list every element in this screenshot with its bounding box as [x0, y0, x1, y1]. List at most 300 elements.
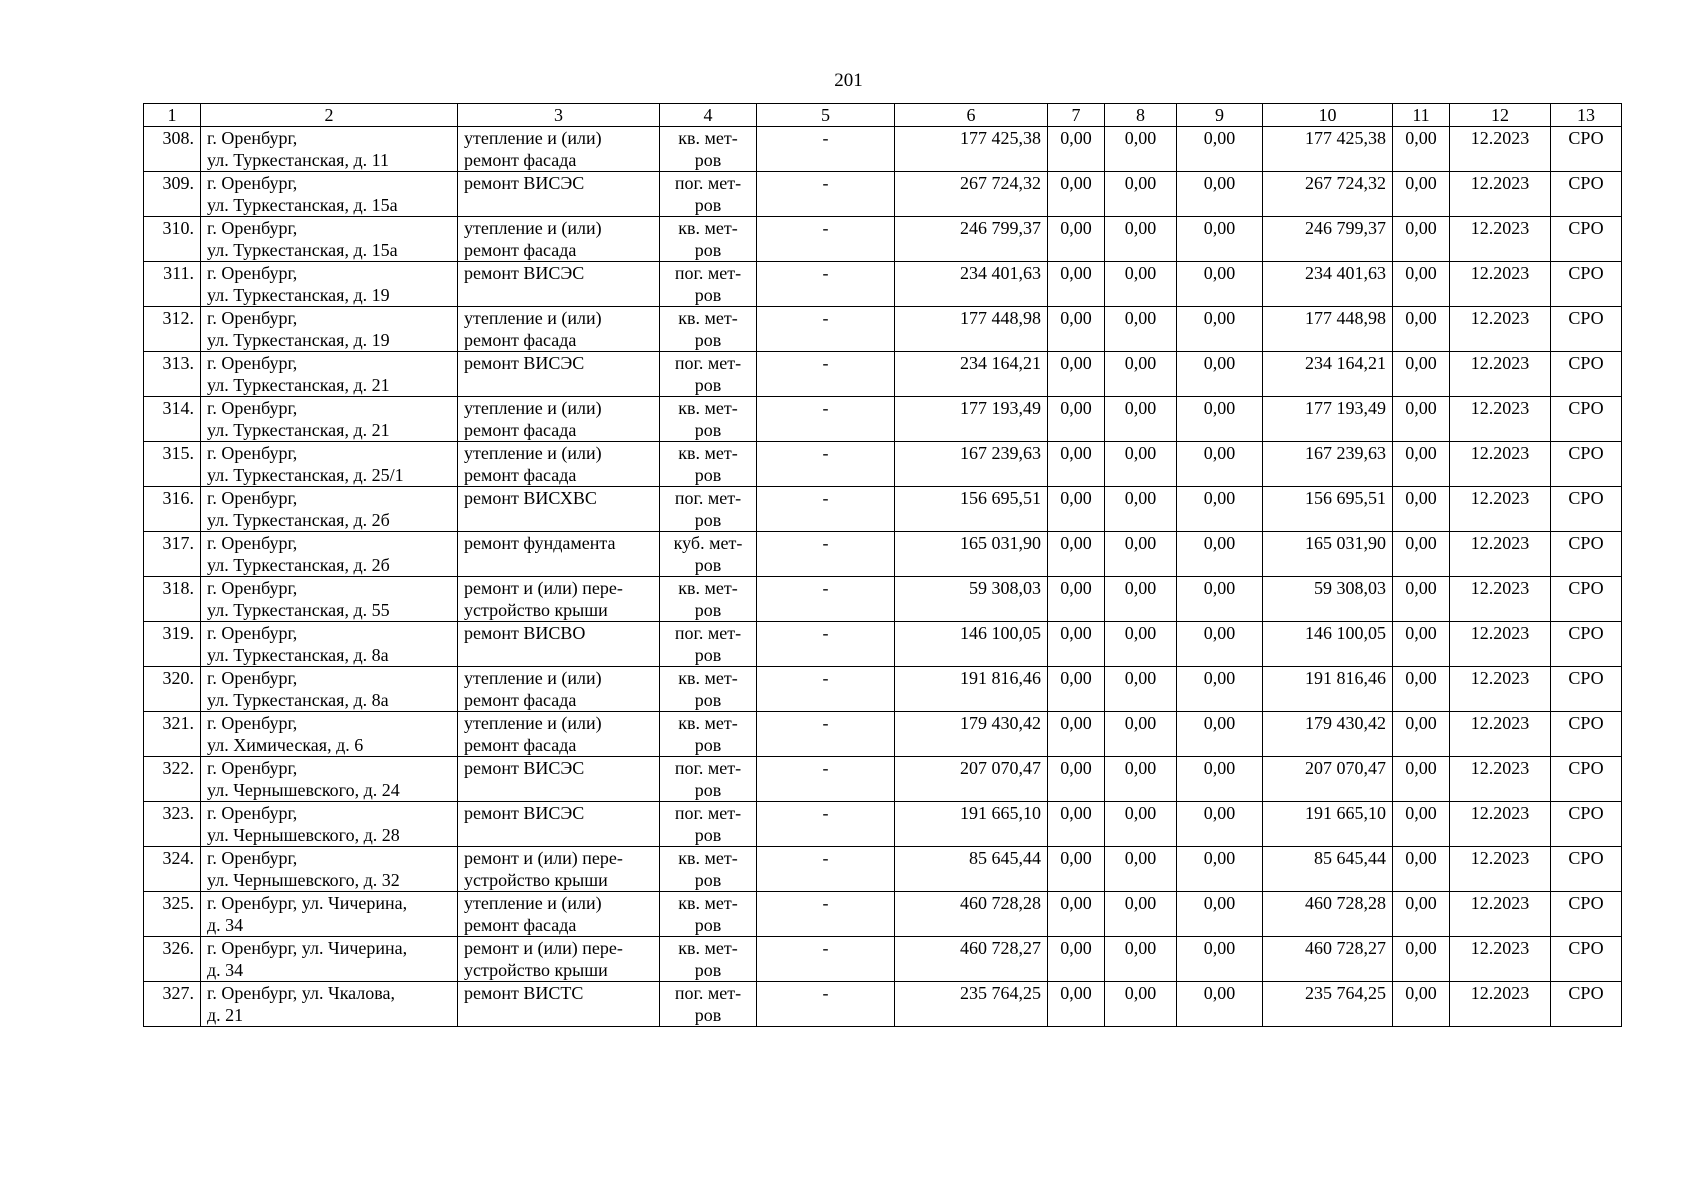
contractor-code-cell: СРО [1551, 442, 1622, 487]
completion-date-cell: 12.2023 [1450, 172, 1551, 217]
work-type-cell [458, 667, 660, 712]
volume-cell: - [757, 892, 895, 937]
funding-cell-9: 0,00 [1177, 667, 1263, 712]
completion-date-cell: 12.2023 [1450, 892, 1551, 937]
funding-cell-11: 0,00 [1393, 937, 1450, 982]
work-type-line-1: ремонт и (или) пере- [464, 578, 623, 598]
address-line-1: г. Оренбург, ул. Чичерина, [207, 938, 408, 958]
volume-cell: - [757, 442, 895, 487]
funding-cell-8: 0,00 [1105, 352, 1177, 397]
funding-cell-8: 0,00 [1105, 982, 1177, 1027]
column-header: 13 [1551, 104, 1622, 127]
funding-cell-11: 0,00 [1393, 532, 1450, 577]
funding-cell-9: 0,00 [1177, 622, 1263, 667]
address-line-1: г. Оренбург, [207, 533, 298, 553]
unit-line-2: ров [694, 915, 722, 935]
work-type-line-2: устройство крыши [464, 870, 608, 890]
unit-cell [660, 217, 757, 262]
funding-cell-11: 0,00 [1393, 982, 1450, 1027]
owner-funds-cell: 85 645,44 [1263, 847, 1393, 892]
work-type-cell [458, 847, 660, 892]
contractor-code-cell: СРО [1551, 982, 1622, 1027]
total-cost-cell: 234 401,63 [895, 262, 1048, 307]
owner-funds-cell: 207 070,47 [1263, 757, 1393, 802]
unit-line-1: пог. мет- [674, 488, 742, 508]
row-number-cell: 319. [144, 622, 201, 667]
unit-line-2: ров [694, 735, 722, 755]
work-type-cell [458, 982, 660, 1027]
unit-line-2: ров [694, 375, 722, 395]
row-number-cell: 315. [144, 442, 201, 487]
funding-cell-7: 0,00 [1048, 937, 1105, 982]
table-row [144, 937, 1622, 982]
funding-cell-11: 0,00 [1393, 487, 1450, 532]
work-type-line-1: ремонт ВИСЭС [464, 353, 585, 373]
address-cell [201, 532, 458, 577]
owner-funds-cell: 234 401,63 [1263, 262, 1393, 307]
table-row [144, 307, 1622, 352]
row-number-cell: 309. [144, 172, 201, 217]
total-cost-cell: 167 239,63 [895, 442, 1048, 487]
funding-cell-11: 0,00 [1393, 667, 1450, 712]
unit-line-1: пог. мет- [674, 173, 742, 193]
table-row [144, 532, 1622, 577]
unit-line-2: ров [694, 420, 722, 440]
funding-cell-8: 0,00 [1105, 487, 1177, 532]
address-line-1: г. Оренбург, [207, 713, 298, 733]
address-line-1: г. Оренбург, [207, 758, 298, 778]
address-cell [201, 847, 458, 892]
table-row [144, 622, 1622, 667]
funding-cell-11: 0,00 [1393, 127, 1450, 172]
funding-cell-9: 0,00 [1177, 712, 1263, 757]
unit-line-2: ров [694, 645, 722, 665]
total-cost-cell: 191 816,46 [895, 667, 1048, 712]
funding-cell-9: 0,00 [1177, 307, 1263, 352]
work-type-line-2: устройство крыши [464, 960, 608, 980]
total-cost-cell: 59 308,03 [895, 577, 1048, 622]
funding-cell-9: 0,00 [1177, 577, 1263, 622]
funding-cell-8: 0,00 [1105, 217, 1177, 262]
funding-cell-11: 0,00 [1393, 577, 1450, 622]
unit-line-1: пог. мет- [674, 758, 742, 778]
column-header: 3 [458, 104, 660, 127]
address-line-2: ул. Туркестанская, д. 21 [207, 420, 390, 440]
contractor-code-cell: СРО [1551, 667, 1622, 712]
completion-date-cell: 12.2023 [1450, 487, 1551, 532]
contractor-code-cell: СРО [1551, 892, 1622, 937]
contractor-code-cell: СРО [1551, 487, 1622, 532]
work-type-line-1: ремонт ВИСВО [464, 623, 586, 643]
address-line-2: ул. Туркестанская, д. 19 [207, 285, 390, 305]
address-line-2: ул. Туркестанская, д. 2б [207, 555, 390, 575]
total-cost-cell: 234 164,21 [895, 352, 1048, 397]
volume-cell: - [757, 127, 895, 172]
work-type-cell [458, 622, 660, 667]
completion-date-cell: 12.2023 [1450, 757, 1551, 802]
work-type-line-1: ремонт ВИСХВС [464, 488, 597, 508]
funding-cell-7: 0,00 [1048, 622, 1105, 667]
volume-cell: - [757, 397, 895, 442]
volume-cell: - [757, 937, 895, 982]
unit-line-1: пог. мет- [674, 623, 742, 643]
unit-line-1: куб. мет- [673, 533, 743, 553]
funding-cell-11: 0,00 [1393, 352, 1450, 397]
completion-date-cell: 12.2023 [1450, 397, 1551, 442]
address-line-1: г. Оренбург, [207, 398, 298, 418]
contractor-code-cell: СРО [1551, 397, 1622, 442]
unit-cell [660, 982, 757, 1027]
owner-funds-cell: 191 816,46 [1263, 667, 1393, 712]
registry-table [143, 103, 1622, 1027]
contractor-code-cell: СРО [1551, 172, 1622, 217]
unit-line-2: ров [694, 285, 722, 305]
funding-cell-7: 0,00 [1048, 307, 1105, 352]
table-row [144, 982, 1622, 1027]
unit-line-1: кв. мет- [678, 443, 738, 463]
volume-cell: - [757, 802, 895, 847]
row-number-cell: 316. [144, 487, 201, 532]
unit-cell [660, 487, 757, 532]
work-type-line-1: утепление и (или) [464, 128, 602, 148]
unit-cell [660, 712, 757, 757]
address-line-1: г. Оренбург, ул. Чкалова, [207, 983, 396, 1003]
address-cell [201, 982, 458, 1027]
total-cost-cell: 246 799,37 [895, 217, 1048, 262]
contractor-code-cell: СРО [1551, 937, 1622, 982]
column-header: 6 [895, 104, 1048, 127]
unit-cell [660, 937, 757, 982]
unit-line-2: ров [694, 960, 722, 980]
contractor-code-cell: СРО [1551, 712, 1622, 757]
contractor-code-cell: СРО [1551, 757, 1622, 802]
address-line-2: д. 34 [207, 960, 244, 980]
column-header: 9 [1177, 104, 1263, 127]
column-header: 11 [1393, 104, 1450, 127]
funding-cell-9: 0,00 [1177, 127, 1263, 172]
total-cost-cell: 179 430,42 [895, 712, 1048, 757]
table-row [144, 127, 1622, 172]
table-row [144, 712, 1622, 757]
total-cost-cell: 267 724,32 [895, 172, 1048, 217]
owner-funds-cell: 267 724,32 [1263, 172, 1393, 217]
column-header: 10 [1263, 104, 1393, 127]
address-line-2: ул. Химическая, д. 6 [207, 735, 364, 755]
table-row [144, 217, 1622, 262]
work-type-cell [458, 892, 660, 937]
funding-cell-9: 0,00 [1177, 757, 1263, 802]
funding-cell-11: 0,00 [1393, 802, 1450, 847]
unit-cell [660, 307, 757, 352]
work-type-line-2: ремонт фасада [464, 690, 577, 710]
volume-cell: - [757, 847, 895, 892]
row-number-cell: 320. [144, 667, 201, 712]
completion-date-cell: 12.2023 [1450, 217, 1551, 262]
row-number-cell: 311. [144, 262, 201, 307]
address-line-1: г. Оренбург, [207, 443, 298, 463]
funding-cell-11: 0,00 [1393, 847, 1450, 892]
funding-cell-8: 0,00 [1105, 307, 1177, 352]
address-line-2: ул. Туркестанская, д. 15а [207, 240, 398, 260]
funding-cell-9: 0,00 [1177, 982, 1263, 1027]
unit-line-2: ров [694, 690, 722, 710]
address-cell [201, 712, 458, 757]
work-type-line-1: ремонт ВИСЭС [464, 803, 585, 823]
unit-line-1: кв. мет- [678, 578, 738, 598]
contractor-code-cell: СРО [1551, 622, 1622, 667]
unit-line-1: кв. мет- [678, 218, 738, 238]
work-type-line-2: ремонт фасада [464, 465, 577, 485]
row-number-cell: 325. [144, 892, 201, 937]
row-number-cell: 327. [144, 982, 201, 1027]
total-cost-cell: 235 764,25 [895, 982, 1048, 1027]
total-cost-cell: 146 100,05 [895, 622, 1048, 667]
work-type-line-2: ремонт фасада [464, 330, 577, 350]
unit-cell [660, 577, 757, 622]
funding-cell-8: 0,00 [1105, 262, 1177, 307]
volume-cell: - [757, 262, 895, 307]
address-line-1: г. Оренбург, [207, 173, 298, 193]
contractor-code-cell: СРО [1551, 802, 1622, 847]
address-line-1: г. Оренбург, [207, 263, 298, 283]
contractor-code-cell: СРО [1551, 532, 1622, 577]
completion-date-cell: 12.2023 [1450, 847, 1551, 892]
funding-cell-11: 0,00 [1393, 712, 1450, 757]
address-cell [201, 577, 458, 622]
funding-cell-7: 0,00 [1048, 442, 1105, 487]
table-row [144, 442, 1622, 487]
funding-cell-8: 0,00 [1105, 622, 1177, 667]
funding-cell-11: 0,00 [1393, 307, 1450, 352]
column-header: 2 [201, 104, 458, 127]
address-cell [201, 892, 458, 937]
work-type-cell [458, 262, 660, 307]
volume-cell: - [757, 757, 895, 802]
unit-line-2: ров [694, 195, 722, 215]
work-type-cell [458, 172, 660, 217]
row-number-cell: 324. [144, 847, 201, 892]
table-row [144, 577, 1622, 622]
work-type-line-2: ремонт фасада [464, 240, 577, 260]
address-line-1: г. Оренбург, [207, 488, 298, 508]
contractor-code-cell: СРО [1551, 847, 1622, 892]
funding-cell-9: 0,00 [1177, 487, 1263, 532]
total-cost-cell: 85 645,44 [895, 847, 1048, 892]
volume-cell: - [757, 577, 895, 622]
address-cell [201, 307, 458, 352]
address-line-2: ул. Туркестанская, д. 8а [207, 645, 389, 665]
work-type-cell [458, 487, 660, 532]
unit-line-2: ров [694, 825, 722, 845]
work-type-cell [458, 442, 660, 487]
table-row [144, 802, 1622, 847]
funding-cell-11: 0,00 [1393, 892, 1450, 937]
address-line-2: д. 21 [207, 1005, 244, 1025]
unit-line-2: ров [694, 1005, 722, 1025]
address-line-1: г. Оренбург, [207, 668, 298, 688]
funding-cell-11: 0,00 [1393, 397, 1450, 442]
funding-cell-8: 0,00 [1105, 577, 1177, 622]
completion-date-cell: 12.2023 [1450, 802, 1551, 847]
row-number-cell: 321. [144, 712, 201, 757]
total-cost-cell: 177 448,98 [895, 307, 1048, 352]
unit-line-1: кв. мет- [678, 938, 738, 958]
owner-funds-cell: 177 425,38 [1263, 127, 1393, 172]
row-number-cell: 314. [144, 397, 201, 442]
address-cell [201, 937, 458, 982]
work-type-cell [458, 307, 660, 352]
total-cost-cell: 177 425,38 [895, 127, 1048, 172]
volume-cell: - [757, 172, 895, 217]
work-type-line-1: утепление и (или) [464, 668, 602, 688]
work-type-line-1: утепление и (или) [464, 893, 602, 913]
funding-cell-7: 0,00 [1048, 487, 1105, 532]
unit-line-1: кв. мет- [678, 893, 738, 913]
table-row [144, 892, 1622, 937]
total-cost-cell: 191 665,10 [895, 802, 1048, 847]
funding-cell-7: 0,00 [1048, 802, 1105, 847]
completion-date-cell: 12.2023 [1450, 532, 1551, 577]
contractor-code-cell: СРО [1551, 352, 1622, 397]
unit-line-2: ров [694, 465, 722, 485]
volume-cell: - [757, 622, 895, 667]
volume-cell: - [757, 532, 895, 577]
funding-cell-7: 0,00 [1048, 172, 1105, 217]
funding-cell-11: 0,00 [1393, 172, 1450, 217]
volume-cell: - [757, 712, 895, 757]
table-row [144, 847, 1622, 892]
work-type-line-2: ремонт фасада [464, 150, 577, 170]
table-row [144, 262, 1622, 307]
work-type-line-2: устройство крыши [464, 600, 608, 620]
total-cost-cell: 207 070,47 [895, 757, 1048, 802]
total-cost-cell: 460 728,28 [895, 892, 1048, 937]
address-line-2: ул. Туркестанская, д. 15а [207, 195, 398, 215]
address-line-1: г. Оренбург, [207, 803, 298, 823]
row-number-cell: 323. [144, 802, 201, 847]
unit-line-1: кв. мет- [678, 848, 738, 868]
unit-cell [660, 667, 757, 712]
completion-date-cell: 12.2023 [1450, 442, 1551, 487]
funding-cell-11: 0,00 [1393, 442, 1450, 487]
owner-funds-cell: 146 100,05 [1263, 622, 1393, 667]
address-line-1: г. Оренбург, [207, 128, 298, 148]
unit-cell [660, 127, 757, 172]
unit-line-1: пог. мет- [674, 353, 742, 373]
row-number-cell: 310. [144, 217, 201, 262]
unit-line-2: ров [694, 510, 722, 530]
funding-cell-9: 0,00 [1177, 937, 1263, 982]
address-line-2: ул. Туркестанская, д. 21 [207, 375, 390, 395]
funding-cell-11: 0,00 [1393, 217, 1450, 262]
funding-cell-7: 0,00 [1048, 712, 1105, 757]
completion-date-cell: 12.2023 [1450, 307, 1551, 352]
funding-cell-7: 0,00 [1048, 577, 1105, 622]
unit-cell [660, 847, 757, 892]
address-cell [201, 217, 458, 262]
address-line-2: ул. Туркестанская, д. 55 [207, 600, 390, 620]
address-line-2: ул. Туркестанская, д. 11 [207, 150, 389, 170]
funding-cell-7: 0,00 [1048, 532, 1105, 577]
funding-cell-9: 0,00 [1177, 172, 1263, 217]
funding-cell-9: 0,00 [1177, 217, 1263, 262]
funding-cell-9: 0,00 [1177, 397, 1263, 442]
funding-cell-8: 0,00 [1105, 127, 1177, 172]
address-line-1: г. Оренбург, ул. Чичерина, [207, 893, 408, 913]
funding-cell-8: 0,00 [1105, 397, 1177, 442]
address-cell [201, 397, 458, 442]
funding-cell-8: 0,00 [1105, 937, 1177, 982]
address-line-2: ул. Чернышевского, д. 28 [207, 825, 400, 845]
column-number-header-row [144, 104, 1622, 127]
volume-cell: - [757, 307, 895, 352]
address-line-1: г. Оренбург, [207, 308, 298, 328]
address-cell [201, 487, 458, 532]
address-cell [201, 667, 458, 712]
funding-cell-8: 0,00 [1105, 442, 1177, 487]
column-header: 7 [1048, 104, 1105, 127]
completion-date-cell: 12.2023 [1450, 622, 1551, 667]
unit-cell [660, 892, 757, 937]
unit-line-1: кв. мет- [678, 308, 738, 328]
completion-date-cell: 12.2023 [1450, 352, 1551, 397]
completion-date-cell: 12.2023 [1450, 577, 1551, 622]
owner-funds-cell: 235 764,25 [1263, 982, 1393, 1027]
total-cost-cell: 156 695,51 [895, 487, 1048, 532]
address-line-2: ул. Чернышевского, д. 32 [207, 870, 400, 890]
funding-cell-7: 0,00 [1048, 217, 1105, 262]
unit-cell [660, 262, 757, 307]
work-type-line-1: ремонт ВИСЭС [464, 173, 585, 193]
owner-funds-cell: 246 799,37 [1263, 217, 1393, 262]
funding-cell-8: 0,00 [1105, 892, 1177, 937]
address-cell [201, 172, 458, 217]
address-cell [201, 757, 458, 802]
work-type-line-1: утепление и (или) [464, 218, 602, 238]
work-type-cell [458, 217, 660, 262]
row-number-cell: 317. [144, 532, 201, 577]
address-cell [201, 442, 458, 487]
funding-cell-7: 0,00 [1048, 847, 1105, 892]
unit-line-2: ров [694, 330, 722, 350]
column-header: 1 [144, 104, 201, 127]
unit-cell [660, 442, 757, 487]
work-type-line-1: ремонт и (или) пере- [464, 848, 623, 868]
address-line-2: ул. Чернышевского, д. 24 [207, 780, 400, 800]
work-type-cell [458, 127, 660, 172]
owner-funds-cell: 460 728,27 [1263, 937, 1393, 982]
owner-funds-cell: 179 430,42 [1263, 712, 1393, 757]
unit-line-2: ров [694, 150, 722, 170]
address-line-1: г. Оренбург, [207, 353, 298, 373]
unit-cell [660, 802, 757, 847]
work-type-line-2: ремонт фасада [464, 735, 577, 755]
address-cell [201, 262, 458, 307]
unit-line-2: ров [694, 240, 722, 260]
unit-line-1: кв. мет- [678, 398, 738, 418]
work-type-cell [458, 532, 660, 577]
funding-cell-8: 0,00 [1105, 172, 1177, 217]
funding-cell-8: 0,00 [1105, 847, 1177, 892]
funding-cell-9: 0,00 [1177, 532, 1263, 577]
work-type-line-1: ремонт фундамента [464, 533, 616, 553]
unit-line-2: ров [694, 870, 722, 890]
funding-cell-8: 0,00 [1105, 532, 1177, 577]
completion-date-cell: 12.2023 [1450, 667, 1551, 712]
row-number-cell: 326. [144, 937, 201, 982]
row-number-cell: 322. [144, 757, 201, 802]
funding-cell-11: 0,00 [1393, 757, 1450, 802]
